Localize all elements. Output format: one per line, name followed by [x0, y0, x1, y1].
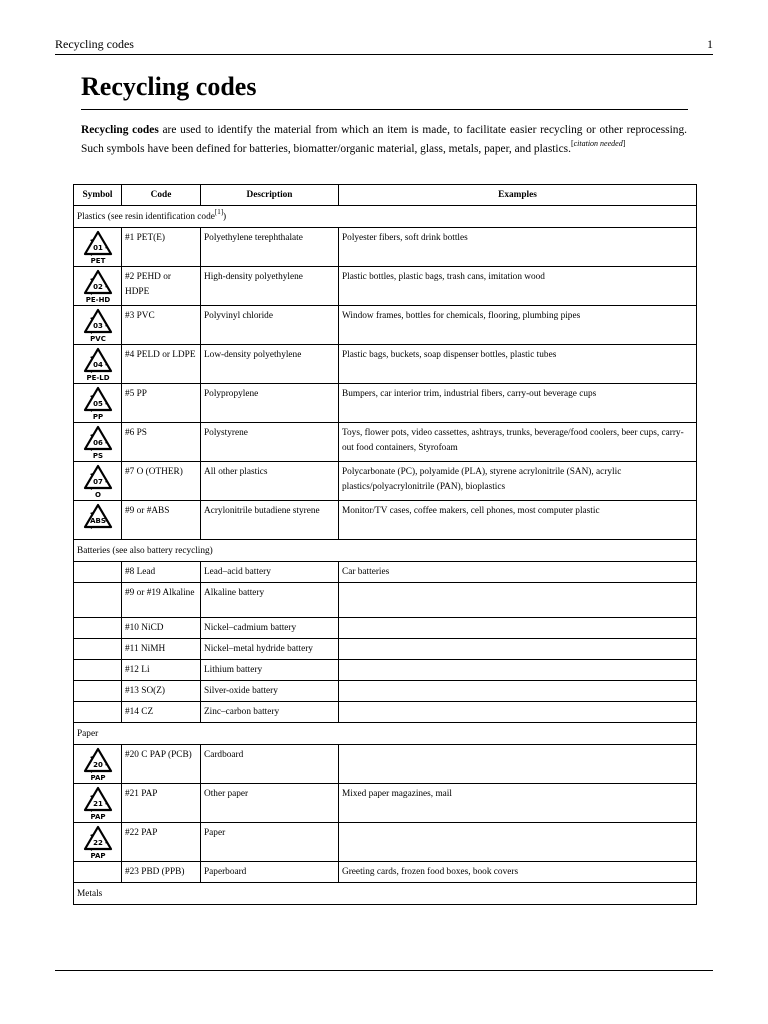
intro-text: are used to identify the material from which an item is made, to facilitate easier recycling or other reprocessing. Such symbols have been defined for batteries, biomatter/organic material, glass, metals, paper, and plastics.: [81, 124, 688, 155]
symbol-cell: [74, 681, 122, 702]
table-row: [74, 423, 697, 462]
recycling-symbol-icon: [81, 425, 115, 459]
symbol-cell: [74, 583, 122, 618]
symbol-abbreviation: PVC: [89, 335, 106, 342]
examples-cell: Mixed paper magazines, mail: [339, 784, 697, 823]
code-cell: #13 SO(Z): [122, 681, 201, 702]
symbol-number: 20: [92, 761, 103, 769]
symbol-cell: [74, 639, 122, 660]
symbol-abbreviation: PET: [90, 257, 105, 264]
description-cell: Lead–acid battery: [201, 562, 339, 583]
reference-link[interactable]: [1]: [214, 208, 224, 216]
examples-cell: Plastic bottles, plastic bags, trash cans, imitation wood: [339, 267, 697, 306]
symbol-number: ABS: [89, 517, 106, 525]
section-label: Batteries (see also battery recycling): [77, 546, 213, 556]
citation-needed-text: citation needed: [573, 139, 623, 148]
table-row: [74, 562, 697, 583]
symbol-number: 06: [92, 439, 103, 447]
section-row-metals: [74, 883, 697, 905]
section-label-cell: [74, 883, 697, 905]
examples-cell: Polycarbonate (PC), polyamide (PLA), styrene acrylonitrile (SAN), acrylic plastics/polyacrylonitrile (PAN), bioplastics: [339, 462, 697, 501]
examples-cell: Car batteries: [339, 562, 697, 583]
table-row: [74, 681, 697, 702]
symbol-cell: [74, 267, 122, 306]
examples-cell: [339, 745, 697, 784]
examples-cell: Bumpers, car interior trim, industrial fibers, carry-out beverage cups: [339, 384, 697, 423]
symbol-cell: [74, 462, 122, 501]
table-row: [74, 639, 697, 660]
table-row: [74, 345, 697, 384]
symbol-abbreviation: PE-LD: [85, 374, 110, 381]
header-examples: Examples: [339, 185, 697, 206]
table-row: [74, 501, 697, 540]
symbol-cell: [74, 618, 122, 639]
symbol-number: 01: [92, 244, 103, 252]
recycling-symbol-icon: [81, 269, 115, 303]
examples-cell: Monitor/TV cases, coffee makers, cell phones, most computer plastic: [339, 501, 697, 540]
symbol-abbreviation: PAP: [89, 813, 106, 820]
symbol-abbreviation: PAP: [89, 774, 106, 781]
code-cell: #23 PBD (PPB): [122, 862, 201, 883]
section-label-close: ): [223, 212, 227, 222]
description-cell: Silver-oxide battery: [201, 681, 339, 702]
description-cell: Nickel–metal hydride battery: [201, 639, 339, 660]
recycling-symbol-icon: [81, 786, 115, 820]
section-label-cell: [74, 723, 697, 745]
description-cell: Paperboard: [201, 862, 339, 883]
code-cell: #5 PP: [122, 384, 201, 423]
description-cell: Other paper: [201, 784, 339, 823]
code-cell: #3 PVC: [122, 306, 201, 345]
table-row: [74, 267, 697, 306]
section-label: Plastics (see resin identification code: [77, 212, 215, 222]
section-row-paper: [74, 723, 697, 745]
citation-needed-link[interactable]: [citation needed]: [570, 139, 626, 148]
symbol-cell: [74, 228, 122, 267]
code-cell: #8 Lead: [122, 562, 201, 583]
section-row-batteries: [74, 540, 697, 562]
symbol-cell: [74, 823, 122, 862]
page-number: 1: [707, 37, 713, 51]
symbol-cell: [74, 423, 122, 462]
table-row: [74, 384, 697, 423]
table-row: [74, 862, 697, 883]
examples-cell: Greeting cards, frozen food boxes, book covers: [339, 862, 697, 883]
description-cell: Alkaline battery: [201, 583, 339, 618]
symbol-cell: [74, 745, 122, 784]
symbol-abbreviation: PS: [92, 452, 103, 459]
symbol-number: 05: [92, 400, 103, 408]
footer-rule: [55, 970, 713, 971]
symbol-cell: [74, 784, 122, 823]
description-cell: Cardboard: [201, 745, 339, 784]
examples-cell: [339, 660, 697, 681]
code-cell: #7 O (OTHER): [122, 462, 201, 501]
intro-paragraph: [81, 121, 687, 159]
description-cell: Lithium battery: [201, 660, 339, 681]
symbol-abbreviation: O: [94, 491, 101, 498]
symbol-number: 21: [92, 800, 103, 808]
symbol-abbreviation: PP: [92, 413, 103, 420]
symbol-cell: [74, 501, 122, 540]
table-header-row: [74, 185, 697, 206]
examples-cell: Window frames, bottles for chemicals, flooring, plumbing pipes: [339, 306, 697, 345]
code-cell: #6 PS: [122, 423, 201, 462]
examples-cell: [339, 583, 697, 618]
recycling-symbol-icon: [81, 503, 115, 537]
table-row: [74, 660, 697, 681]
recycling-symbol-icon: [81, 825, 115, 859]
section-row-plastics: [74, 206, 697, 228]
symbol-cell: [74, 384, 122, 423]
description-cell: Polyethylene terephthalate: [201, 228, 339, 267]
recycling-symbol-icon: [81, 386, 115, 420]
code-cell: #11 NiMH: [122, 639, 201, 660]
examples-cell: [339, 639, 697, 660]
table-row: [74, 462, 697, 501]
recycling-codes-table: [73, 184, 697, 905]
table-row: [74, 702, 697, 723]
description-cell: Zinc–carbon battery: [201, 702, 339, 723]
recycling-symbol-icon: [81, 230, 115, 264]
code-cell: #9 or #19 Alkaline: [122, 583, 201, 618]
table-row: [74, 784, 697, 823]
section-label-cell: [74, 206, 697, 228]
title-rule: [81, 109, 688, 110]
running-title: Recycling codes: [55, 37, 134, 51]
intro-bold-term: Recycling codes: [81, 124, 159, 136]
symbol-number: 04: [92, 361, 103, 369]
description-cell: Low-density polyethylene: [201, 345, 339, 384]
code-cell: #21 PAP: [122, 784, 201, 823]
symbol-number: 22: [92, 839, 103, 847]
examples-cell: Plastic bags, buckets, soap dispenser bottles, plastic tubes: [339, 345, 697, 384]
code-cell: #4 PELD or LDPE: [122, 345, 201, 384]
code-cell: #20 C PAP (PCB): [122, 745, 201, 784]
symbol-number: 07: [92, 478, 103, 486]
recycling-symbol-icon: [81, 308, 115, 342]
table-row: [74, 583, 697, 618]
examples-cell: Polyester fibers, soft drink bottles: [339, 228, 697, 267]
symbol-cell: [74, 702, 122, 723]
symbol-number: 03: [92, 322, 103, 330]
table-row: [74, 306, 697, 345]
recycling-symbol-icon: [81, 347, 115, 381]
description-cell: Polyvinyl chloride: [201, 306, 339, 345]
description-cell: All other plastics: [201, 462, 339, 501]
symbol-abbreviation: PE-HD: [85, 296, 110, 303]
header-description: Description: [201, 185, 339, 206]
description-cell: Acrylonitrile butadiene styrene: [201, 501, 339, 540]
symbol-cell: [74, 862, 122, 883]
description-cell: High-density polyethylene: [201, 267, 339, 306]
table-row: [74, 228, 697, 267]
recycling-symbol-icon: [81, 464, 115, 498]
code-cell: #12 Li: [122, 660, 201, 681]
code-cell: #2 PEHD or HDPE: [122, 267, 201, 306]
symbol-cell: [74, 660, 122, 681]
code-cell: #14 CZ: [122, 702, 201, 723]
table-row: [74, 823, 697, 862]
examples-cell: Toys, flower pots, video cassettes, ashtrays, trunks, beverage/food coolers, beer cups, carry-out food containers, Styrofoam: [339, 423, 697, 462]
symbol-cell: [74, 345, 122, 384]
section-label-cell: [74, 540, 697, 562]
code-cell: #22 PAP: [122, 823, 201, 862]
description-cell: Polystyrene: [201, 423, 339, 462]
symbol-cell: [74, 306, 122, 345]
code-cell: #1 PET(E): [122, 228, 201, 267]
description-cell: Polypropylene: [201, 384, 339, 423]
symbol-number: 02: [92, 283, 103, 291]
table-row: [74, 618, 697, 639]
table-row: [74, 745, 697, 784]
code-cell: #10 NiCD: [122, 618, 201, 639]
symbol-abbreviation: PAP: [89, 852, 106, 859]
description-cell: Paper: [201, 823, 339, 862]
code-cell: #9 or #ABS: [122, 501, 201, 540]
section-label: Metals: [77, 889, 103, 899]
examples-cell: [339, 618, 697, 639]
running-header: [55, 36, 713, 55]
examples-cell: [339, 823, 697, 862]
description-cell: Nickel–cadmium battery: [201, 618, 339, 639]
recycling-symbol-icon: [81, 747, 115, 781]
header-symbol: Symbol: [74, 185, 122, 206]
header-code: Code: [122, 185, 201, 206]
examples-cell: [339, 681, 697, 702]
article-title: Recycling codes: [81, 72, 257, 101]
section-label: Paper: [77, 729, 99, 739]
symbol-cell: [74, 562, 122, 583]
examples-cell: [339, 702, 697, 723]
